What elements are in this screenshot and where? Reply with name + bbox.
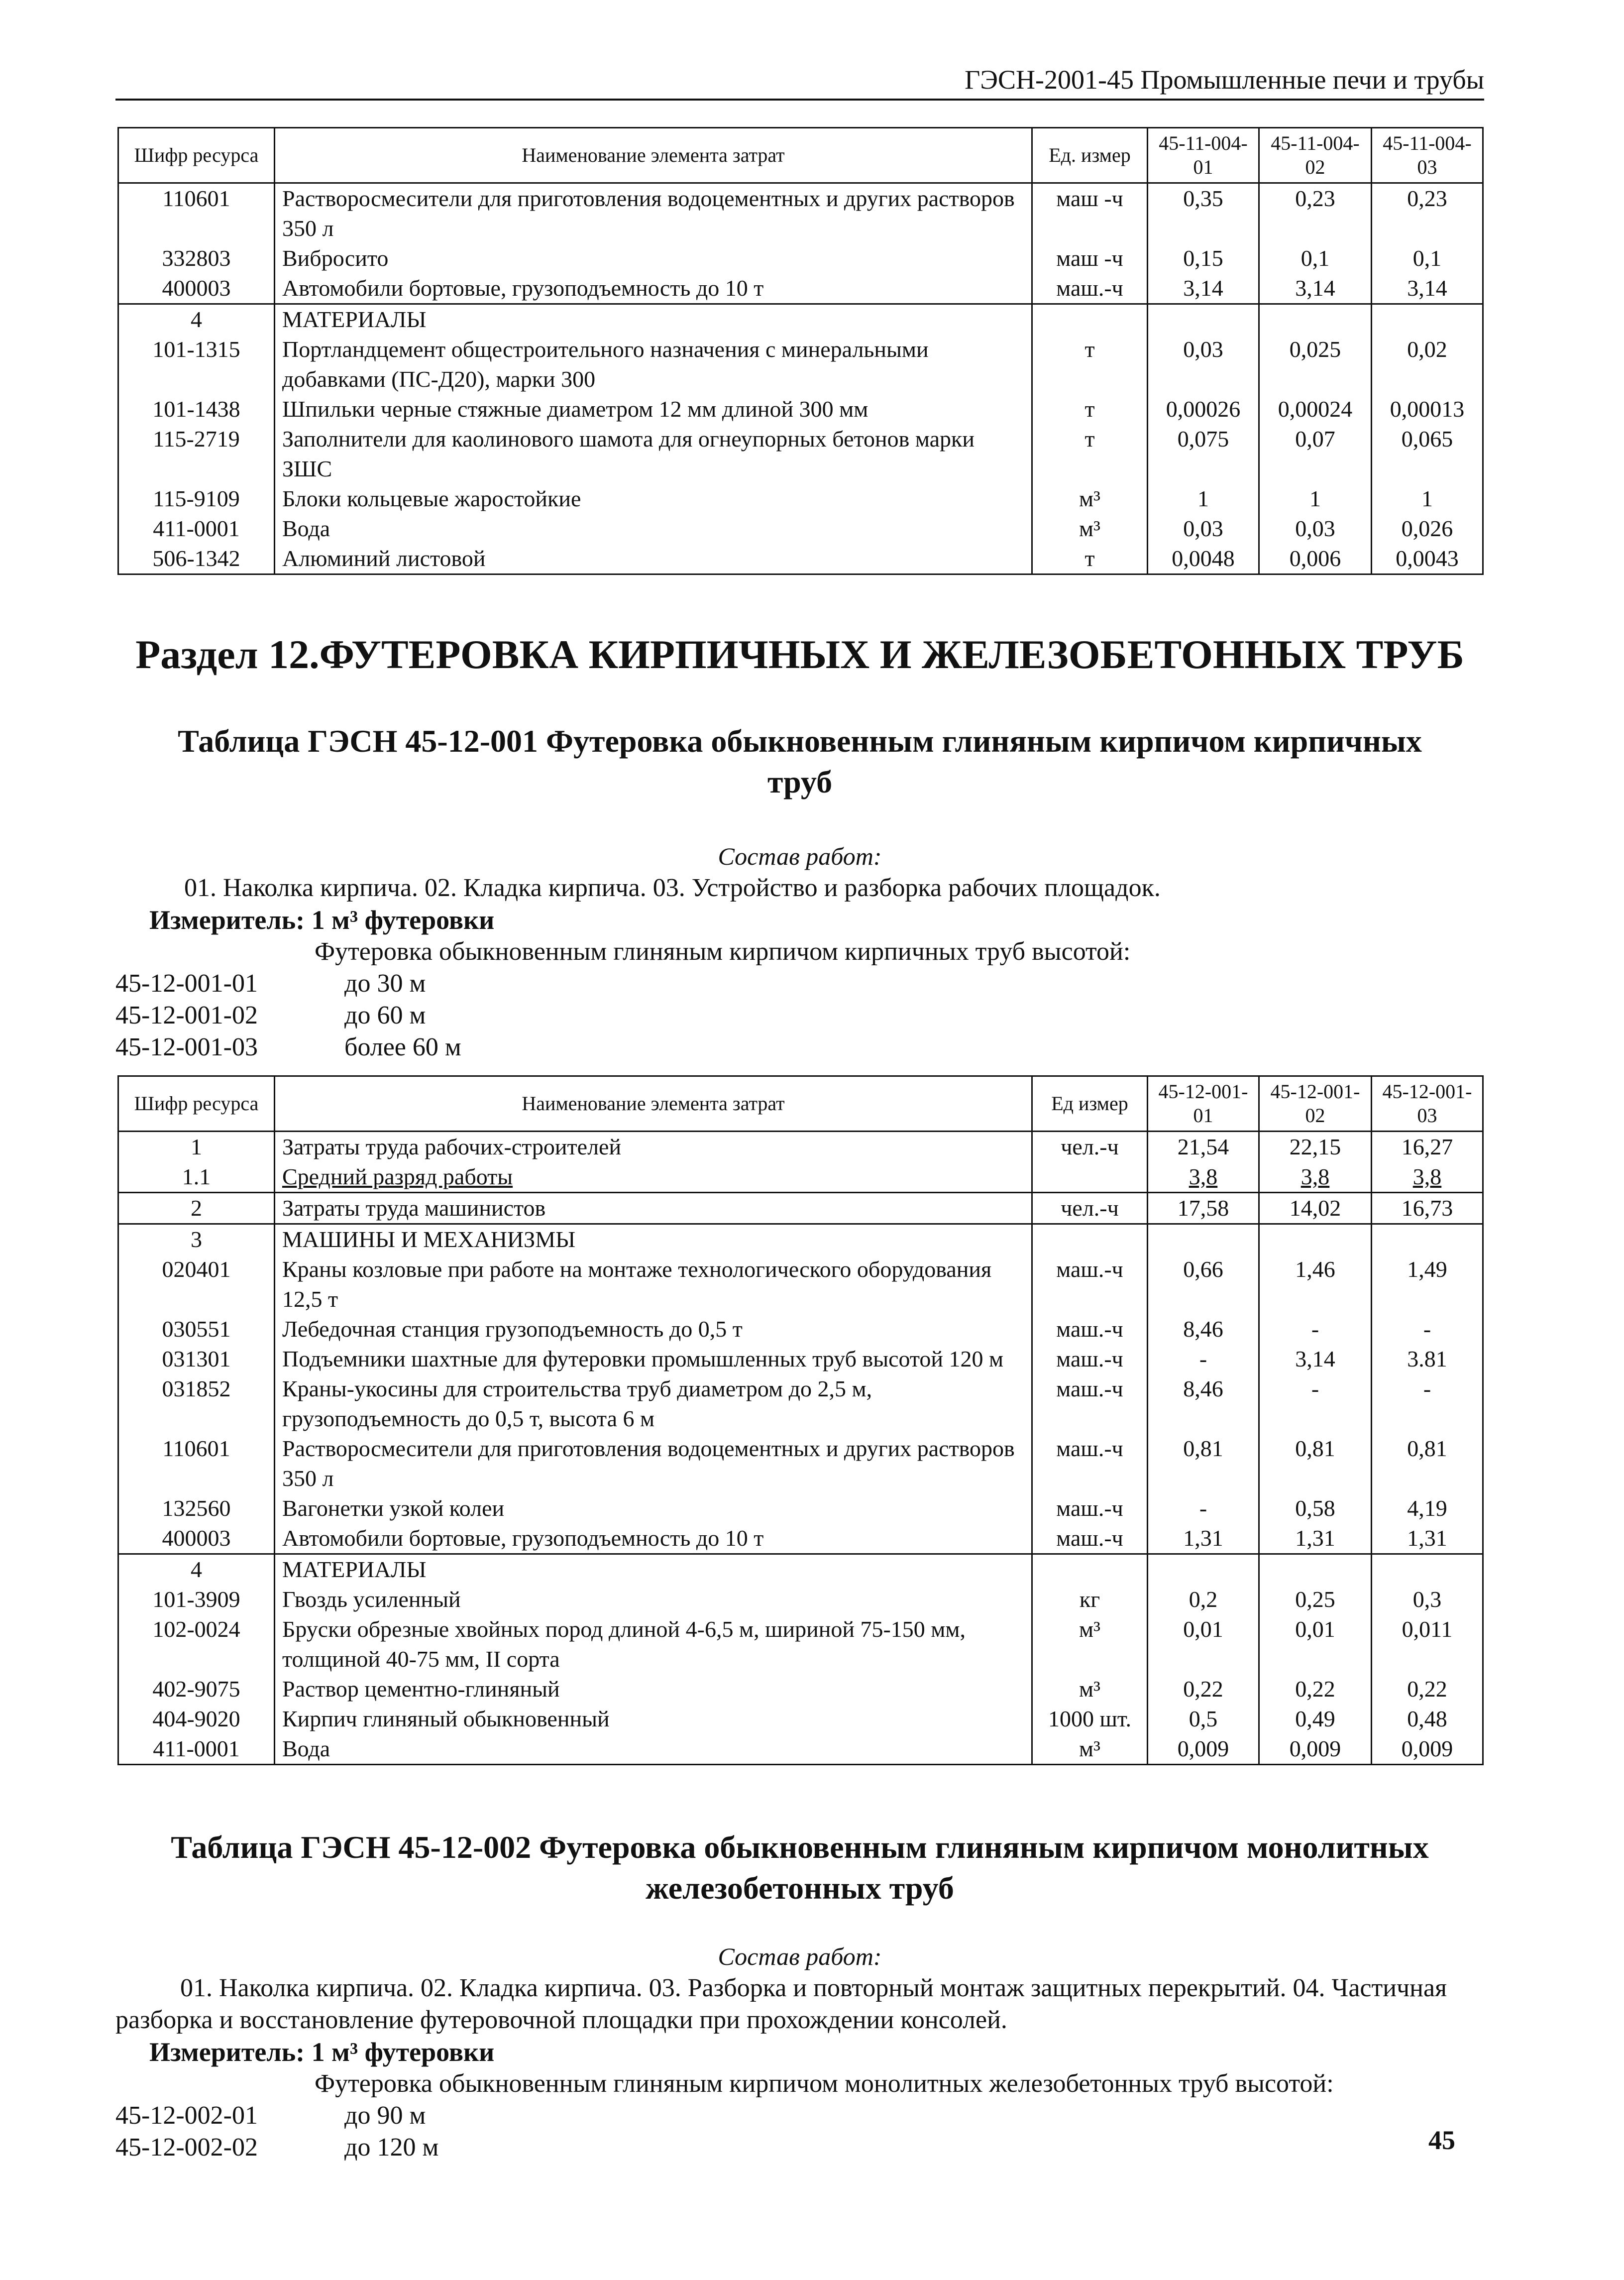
- cell-value-1: 0,075: [1148, 424, 1259, 484]
- cell-code: 404-9020: [118, 1704, 275, 1734]
- variant-code: 45-12-001-01: [115, 969, 258, 998]
- cell-value-3: 0,00013: [1372, 394, 1483, 424]
- cell-value-2: 0,25: [1259, 1585, 1372, 1614]
- cell-value-3: 1: [1372, 484, 1483, 514]
- cell-value-3: [1372, 304, 1483, 335]
- cell-value-2: [1259, 304, 1372, 335]
- cell-value-1: 8,46: [1148, 1374, 1259, 1434]
- cell-value-2: 0,025: [1259, 335, 1372, 394]
- cell-unit: маш.-ч: [1032, 1314, 1148, 1344]
- cell-unit: маш.-ч: [1032, 1523, 1148, 1554]
- variant-row: [115, 1031, 461, 1063]
- cell-value-1: 0,35: [1148, 183, 1259, 244]
- cell-name: Шпильки черные стяжные диаметром 12 мм длиной 300 мм: [275, 394, 1032, 424]
- table-row: [118, 394, 1483, 424]
- cell-value-2: 14,02: [1259, 1193, 1372, 1224]
- cell-unit: [1032, 1224, 1148, 1255]
- cell-value-3: 4,19: [1372, 1493, 1483, 1523]
- cell-value-3: 0,81: [1372, 1434, 1483, 1493]
- cell-value-3: 16,73: [1372, 1193, 1483, 1224]
- col-header-code: Шифр ресурса: [118, 1076, 275, 1132]
- cell-value-3: 0,009: [1372, 1734, 1483, 1765]
- cell-name: Вибросито: [275, 243, 1032, 273]
- cell-value-1: [1148, 304, 1259, 335]
- cell-unit: маш.-ч: [1032, 1254, 1148, 1314]
- table-row: [118, 1674, 1483, 1704]
- cell-code: 4: [118, 1554, 275, 1585]
- cell-unit: маш.-ч: [1032, 1493, 1148, 1523]
- cell-value-2: 0,07: [1259, 424, 1372, 484]
- cell-unit: м³: [1032, 1734, 1148, 1765]
- cell-value-2: [1259, 1224, 1372, 1255]
- cell-value-1: 1: [1148, 484, 1259, 514]
- table-row: [118, 1224, 1483, 1255]
- cell-code: 1: [118, 1132, 275, 1162]
- cell-unit: т: [1032, 544, 1148, 574]
- cell-unit: маш.-ч: [1032, 1374, 1148, 1434]
- cell-value-3: [1372, 1224, 1483, 1255]
- resource-table-45-11-004: [117, 127, 1484, 575]
- cell-name: Средний разряд работы: [275, 1162, 1032, 1193]
- variants-description: Футеровка обыкновенным глиняным кирпичом монолитных железобетонных труб высотой:: [315, 2069, 1334, 2098]
- cell-code: 132560: [118, 1493, 275, 1523]
- cell-name: Заполнители для каолинового шамота для огнеупорных бетонов марки ЗШС: [275, 424, 1032, 484]
- cell-value-3: 0,23: [1372, 183, 1483, 244]
- cell-value-3: 0,065: [1372, 424, 1483, 484]
- cell-unit: т: [1032, 335, 1148, 394]
- cell-name: Кирпич глиняный обыкновенный: [275, 1704, 1032, 1734]
- cell-code: 2: [118, 1193, 275, 1224]
- cell-value-1: -: [1148, 1344, 1259, 1374]
- table-title-45-12-002-line2: железобетонных труб: [646, 1870, 954, 1906]
- cell-value-3: -: [1372, 1314, 1483, 1344]
- cell-value-2: 0,03: [1259, 514, 1372, 544]
- cell-unit: маш.-ч: [1032, 273, 1148, 304]
- cell-unit: 1000 шт.: [1032, 1704, 1148, 1734]
- col-header-variant-2: 45-11-004-02: [1259, 128, 1372, 183]
- cell-value-2: 0,01: [1259, 1614, 1372, 1674]
- section-title: Раздел 12.ФУТЕРОВКА КИРПИЧНЫХ И ЖЕЛЕЗОБЕТОННЫХ ТРУБ: [135, 632, 1464, 677]
- variant-label: до 90 м: [344, 2101, 426, 2130]
- cell-code: 110601: [118, 1434, 275, 1493]
- cell-name: Затраты труда машинистов: [275, 1193, 1032, 1224]
- cell-name: Растворосмесители для приготовления водоцементных и других растворов 350 л: [275, 1434, 1032, 1493]
- cell-value-2: 0,22: [1259, 1674, 1372, 1704]
- variant-row: [115, 2100, 426, 2132]
- cell-value-1: 0,2: [1148, 1585, 1259, 1614]
- cell-name: Растворосмесители для приготовления водоцементных и других растворов 350 л: [275, 183, 1032, 244]
- cell-code: 115-2719: [118, 424, 275, 484]
- cell-unit: м³: [1032, 1614, 1148, 1674]
- cell-unit: маш.-ч: [1032, 1434, 1148, 1493]
- cell-code: 4: [118, 304, 275, 335]
- cell-value-1: 0,00026: [1148, 394, 1259, 424]
- table-row: [118, 1314, 1483, 1344]
- cell-code: 411-0001: [118, 514, 275, 544]
- cell-value-3: 0,3: [1372, 1585, 1483, 1614]
- table-body: [118, 1132, 1483, 1765]
- col-header-name: Наименование элемента затрат: [275, 1076, 1032, 1132]
- cell-value-3: 3.81: [1372, 1344, 1483, 1374]
- col-header-variant-3: 45-11-004-03: [1372, 128, 1483, 183]
- table-body: [118, 183, 1483, 574]
- cell-value-2: 0,00024: [1259, 394, 1372, 424]
- cell-value-2: 1,46: [1259, 1254, 1372, 1314]
- cell-value-3: 3,14: [1372, 273, 1483, 304]
- cell-name: Вода: [275, 514, 1032, 544]
- variant-row: [115, 1000, 426, 1031]
- cell-code: 030551: [118, 1314, 275, 1344]
- cell-name: Автомобили бортовые, грузоподъемность до 10 т: [275, 273, 1032, 304]
- cell-code: 101-1315: [118, 335, 275, 394]
- variant-label: до 60 м: [344, 1001, 426, 1029]
- table-row: [118, 1374, 1483, 1434]
- cell-name: Автомобили бортовые, грузоподъемность до 10 т: [275, 1523, 1032, 1554]
- variants-description: Футеровка обыкновенным глиняным кирпичом кирпичных труб высотой:: [315, 937, 1131, 966]
- cell-value-2: 22,15: [1259, 1132, 1372, 1162]
- cell-value-3: 16,27: [1372, 1132, 1483, 1162]
- cell-value-3: 3,8: [1372, 1162, 1483, 1193]
- col-header-variant-2: 45-12-001-02: [1259, 1076, 1372, 1132]
- table-row: [118, 1344, 1483, 1374]
- variant-row: [115, 2132, 438, 2164]
- cell-name: Блоки кольцевые жаростойкие: [275, 484, 1032, 514]
- cell-value-3: 1,49: [1372, 1254, 1483, 1314]
- table-title-45-12-001-line2: труб: [767, 764, 833, 799]
- col-header-name: Наименование элемента затрат: [275, 128, 1032, 183]
- table-row: [118, 243, 1483, 273]
- table-row: [118, 1162, 1483, 1193]
- measure-unit: Измеритель: 1 м³ футеровки: [149, 2037, 495, 2067]
- cell-unit: м³: [1032, 1674, 1148, 1704]
- cell-value-3: 0,0043: [1372, 544, 1483, 574]
- cell-name: Подъемники шахтные для футеровки промышленных труб высотой 120 м: [275, 1344, 1032, 1374]
- cell-value-2: 3,14: [1259, 273, 1372, 304]
- cell-code: 400003: [118, 273, 275, 304]
- cell-code: 402-9075: [118, 1674, 275, 1704]
- cell-name: Портландцемент общестроительного назначения с минеральными добавками (ПС-Д20), марки 300: [275, 335, 1032, 394]
- cell-name: Бруски обрезные хвойных пород длиной 4-6,5 м, шириной 75-150 мм, толщиной 40-75 мм, II сорта: [275, 1614, 1032, 1674]
- cell-value-3: 0,02: [1372, 335, 1483, 394]
- cell-value-1: 0,81: [1148, 1434, 1259, 1493]
- cell-value-3: 0,011: [1372, 1614, 1483, 1674]
- cell-value-2: 1,31: [1259, 1523, 1372, 1554]
- table-row: [118, 514, 1483, 544]
- cell-unit: м³: [1032, 514, 1148, 544]
- cell-name: Краны-укосины для строительства труб диаметром до 2,5 м, грузоподъемность до 0,5 т, высота 6 м: [275, 1374, 1032, 1434]
- work-composition-text: 01. Наколка кирпича. 02. Кладка кирпича. 03. Устройство и разборка рабочих площадок.: [184, 874, 1161, 902]
- cell-code: 332803: [118, 243, 275, 273]
- cell-unit: [1032, 1554, 1148, 1585]
- col-header-variant-1: 45-11-004-01: [1148, 128, 1259, 183]
- col-header-unit: Ед. измер: [1032, 128, 1148, 183]
- table-title-45-12-001-line1: Таблица ГЭСН 45-12-001 Футеровка обыкновенным глиняным кирпичом кирпичных: [178, 723, 1422, 759]
- cell-value-3: 1,31: [1372, 1523, 1483, 1554]
- table-row: [118, 484, 1483, 514]
- col-header-variant-1: 45-12-001-01: [1148, 1076, 1259, 1132]
- cell-code: 1.1: [118, 1162, 275, 1193]
- cell-value-1: 0,22: [1148, 1674, 1259, 1704]
- cell-value-2: 0,58: [1259, 1493, 1372, 1523]
- cell-code: 102-0024: [118, 1614, 275, 1674]
- table-row: [118, 1614, 1483, 1674]
- measure-unit: Измеритель: 1 м³ футеровки: [149, 905, 495, 935]
- cell-name: Лебедочная станция грузоподъемность до 0,5 т: [275, 1314, 1032, 1344]
- table-row: [118, 424, 1483, 484]
- cell-code: 101-1438: [118, 394, 275, 424]
- cell-value-3: 0,22: [1372, 1674, 1483, 1704]
- cell-value-1: [1148, 1224, 1259, 1255]
- cell-unit: м³: [1032, 484, 1148, 514]
- cell-value-2: 0,009: [1259, 1734, 1372, 1765]
- cell-value-2: [1259, 1554, 1372, 1585]
- cell-value-1: 3,8: [1148, 1162, 1259, 1193]
- cell-value-2: 0,23: [1259, 183, 1372, 244]
- cell-unit: чел.-ч: [1032, 1132, 1148, 1162]
- page-number: 45: [1428, 2125, 1455, 2155]
- cell-code: 031301: [118, 1344, 275, 1374]
- cell-name: Алюминий листовой: [275, 544, 1032, 574]
- cell-value-3: -: [1372, 1374, 1483, 1434]
- cell-code: 031852: [118, 1374, 275, 1434]
- cell-value-1: 0,01: [1148, 1614, 1259, 1674]
- table-row: [118, 1193, 1483, 1224]
- cell-code: 506-1342: [118, 544, 275, 574]
- cell-name: МАШИНЫ И МЕХАНИЗМЫ: [275, 1224, 1032, 1255]
- col-header-unit: Ед измер: [1032, 1076, 1148, 1132]
- variant-label: более 60 м: [344, 1033, 461, 1061]
- cell-value-1: 0,03: [1148, 514, 1259, 544]
- work-composition-text: 01. Наколка кирпича. 02. Кладка кирпича. 03. Разборка и повторный монтаж защитных перекрытий. 04. Частичная разборка и восстановление футеровочной площадки при прохождении консолей.: [115, 1974, 1447, 2034]
- table-row: [118, 1585, 1483, 1614]
- cell-value-1: 0,009: [1148, 1734, 1259, 1765]
- variant-row: [115, 968, 426, 1000]
- cell-code: 110601: [118, 183, 275, 244]
- page-header: ГЭСН-2001-45 Промышленные печи и трубы: [115, 65, 1484, 101]
- cell-name: Гвоздь усиленный: [275, 1585, 1032, 1614]
- cell-name: Краны козловые при работе на монтаже технологического оборудования 12,5 т: [275, 1254, 1032, 1314]
- cell-value-2: 1: [1259, 484, 1372, 514]
- table-row: [118, 1254, 1483, 1314]
- cell-name: Раствор цементно-глиняный: [275, 1674, 1032, 1704]
- table-row: [118, 304, 1483, 335]
- cell-value-1: 3,14: [1148, 273, 1259, 304]
- cell-name: Вагонетки узкой колеи: [275, 1493, 1032, 1523]
- cell-unit: маш -ч: [1032, 243, 1148, 273]
- table-row: [118, 1734, 1483, 1765]
- cell-value-2: -: [1259, 1314, 1372, 1344]
- table-row: [118, 183, 1483, 244]
- cell-value-1: 0,66: [1148, 1254, 1259, 1314]
- variant-code: 45-12-001-03: [115, 1033, 258, 1061]
- cell-value-1: 0,15: [1148, 243, 1259, 273]
- variant-label: до 120 м: [344, 2133, 439, 2162]
- cell-value-1: 1,31: [1148, 1523, 1259, 1554]
- variant-code: 45-12-001-02: [115, 1001, 258, 1029]
- table-row: [118, 1434, 1483, 1493]
- cell-unit: [1032, 304, 1148, 335]
- table-row: [118, 1523, 1483, 1554]
- cell-value-1: [1148, 1554, 1259, 1585]
- cell-value-2: 0,006: [1259, 544, 1372, 574]
- col-header-variant-3: 45-12-001-03: [1372, 1076, 1483, 1132]
- cell-code: 3: [118, 1224, 275, 1255]
- cell-value-1: 17,58: [1148, 1193, 1259, 1224]
- table-row: [118, 1704, 1483, 1734]
- cell-code: 400003: [118, 1523, 275, 1554]
- cell-code: 101-3909: [118, 1585, 275, 1614]
- cell-unit: чел.-ч: [1032, 1193, 1148, 1224]
- cell-unit: маш.-ч: [1032, 1344, 1148, 1374]
- cell-value-2: 3,8: [1259, 1162, 1372, 1193]
- table-row: [118, 1132, 1483, 1162]
- cell-value-3: 0,026: [1372, 514, 1483, 544]
- table-row: [118, 1493, 1483, 1523]
- cell-value-2: 0,81: [1259, 1434, 1372, 1493]
- cell-value-3: [1372, 1554, 1483, 1585]
- variant-code: 45-12-002-02: [115, 2133, 258, 2162]
- table-row: [118, 273, 1483, 304]
- work-composition-label: Состав работ:: [718, 842, 882, 870]
- cell-value-2: -: [1259, 1374, 1372, 1434]
- cell-value-1: 0,0048: [1148, 544, 1259, 574]
- cell-value-2: 3,14: [1259, 1344, 1372, 1374]
- cell-unit: маш -ч: [1032, 183, 1148, 244]
- cell-name: МАТЕРИАЛЫ: [275, 304, 1032, 335]
- col-header-code: Шифр ресурса: [118, 128, 275, 183]
- cell-name: Вода: [275, 1734, 1032, 1765]
- cell-code: 020401: [118, 1254, 275, 1314]
- cell-value-1: -: [1148, 1493, 1259, 1523]
- table-row: [118, 335, 1483, 394]
- cell-value-1: 21,54: [1148, 1132, 1259, 1162]
- table-title-45-12-002-line1: Таблица ГЭСН 45-12-002 Футеровка обыкновенным глиняным кирпичом монолитных: [171, 1829, 1429, 1865]
- work-composition-label: Состав работ:: [718, 1942, 882, 1970]
- variant-code: 45-12-002-01: [115, 2101, 258, 2130]
- cell-unit: кг: [1032, 1585, 1148, 1614]
- cell-value-3: 0,1: [1372, 243, 1483, 273]
- cell-value-1: 0,5: [1148, 1704, 1259, 1734]
- variant-label: до 30 м: [344, 969, 426, 998]
- cell-unit: т: [1032, 424, 1148, 484]
- cell-unit: т: [1032, 394, 1148, 424]
- cell-code: 115-9109: [118, 484, 275, 514]
- cell-value-1: 8,46: [1148, 1314, 1259, 1344]
- cell-value-2: 0,1: [1259, 243, 1372, 273]
- table-row: [118, 1554, 1483, 1585]
- cell-unit: [1032, 1162, 1148, 1193]
- cell-value-2: 0,49: [1259, 1704, 1372, 1734]
- resource-table-45-12-001: [117, 1075, 1484, 1765]
- cell-value-3: 0,48: [1372, 1704, 1483, 1734]
- cell-value-1: 0,03: [1148, 335, 1259, 394]
- cell-name: Затраты труда рабочих-строителей: [275, 1132, 1032, 1162]
- cell-code: 411-0001: [118, 1734, 275, 1765]
- cell-name: МАТЕРИАЛЫ: [275, 1554, 1032, 1585]
- table-row: [118, 544, 1483, 574]
